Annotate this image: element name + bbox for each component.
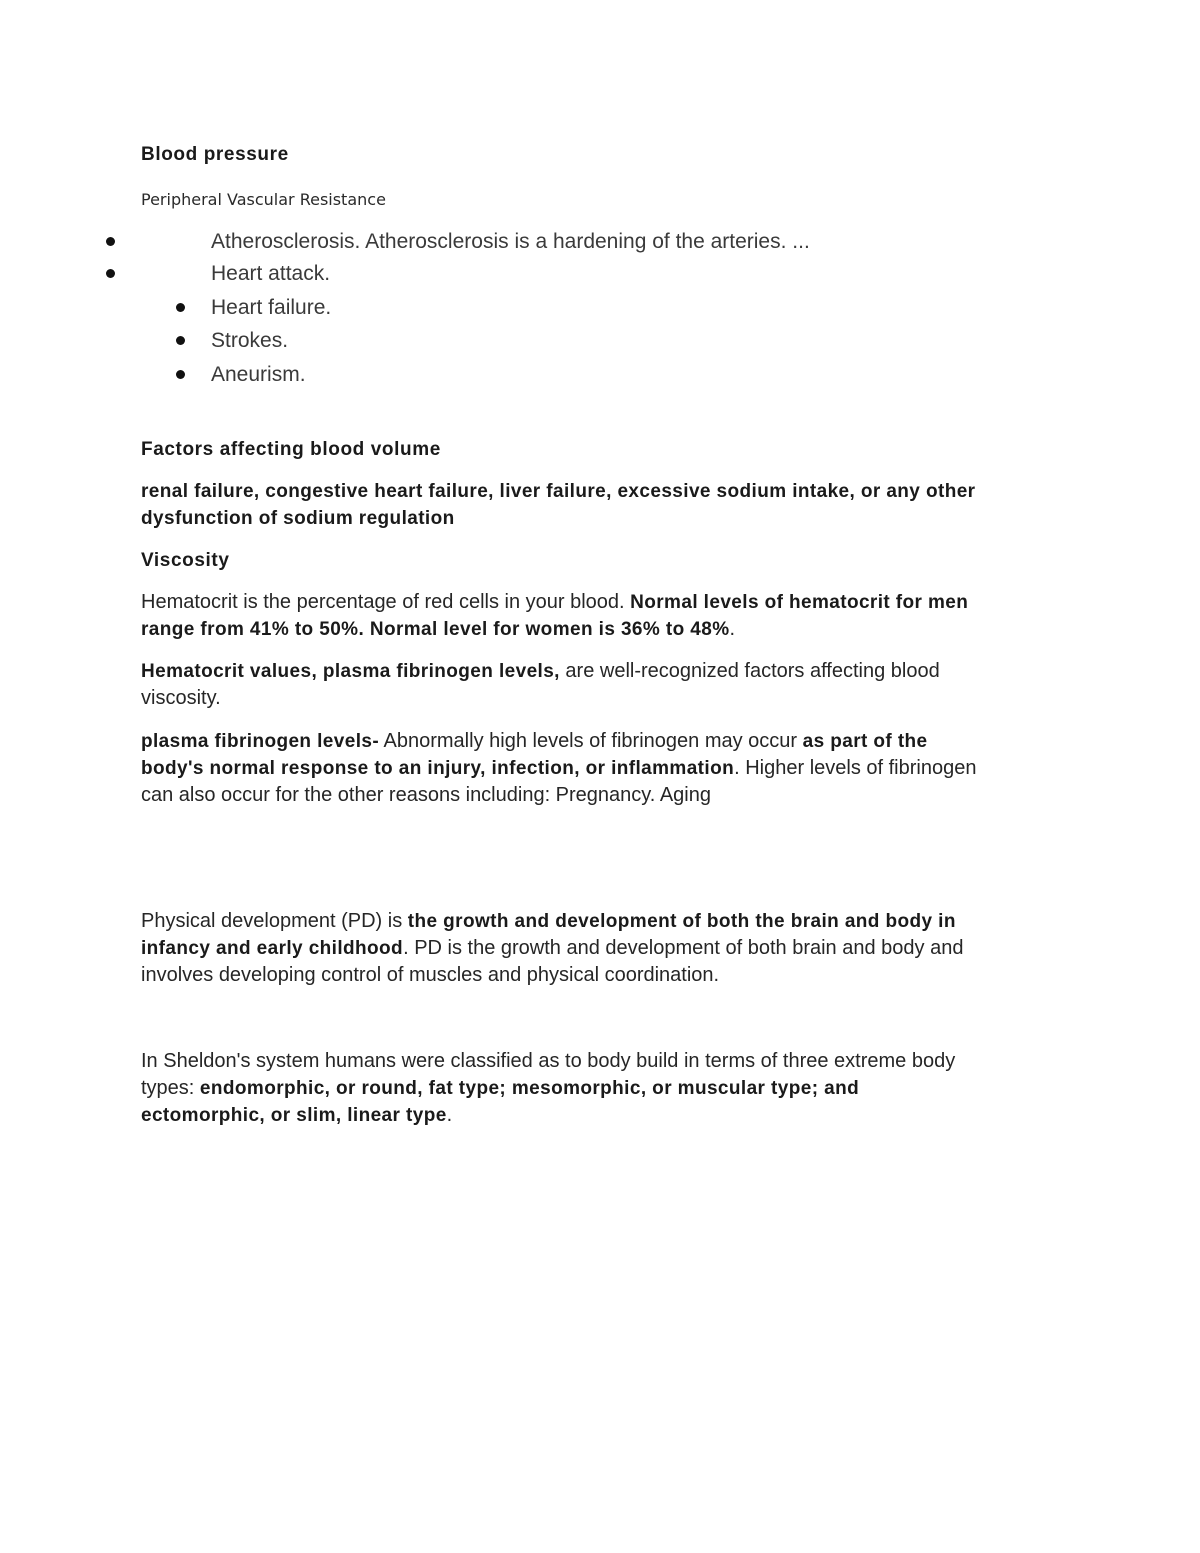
text-run: . — [729, 618, 736, 640]
list-item: Aneurism. — [211, 363, 306, 386]
text-run: Hematocrit is the percentage of red cells in your blood. — [141, 591, 631, 613]
list-item: Atherosclerosis. Atherosclerosis is a hardening of the arteries. ... — [211, 230, 810, 253]
fibrinogen-paragraph-line — [141, 755, 976, 782]
sheldon-paragraph-line — [141, 1048, 955, 1075]
hematocrit-paragraph-line — [141, 616, 735, 643]
bold-run: endomorphic, or round, fat type; mesomorphic, or muscular type; and — [199, 1078, 860, 1099]
bullet-dot-icon — [106, 237, 115, 246]
hematocrit-values-line — [141, 685, 221, 712]
text-run: . Higher levels of fibrinogen — [734, 757, 977, 779]
list-item: Heart failure. — [211, 296, 332, 319]
bold-run: Hematocrit values, plasma fibrinogen levels, — [141, 661, 560, 682]
bullet-dot-icon — [176, 303, 185, 312]
text-run: types: — [141, 1077, 200, 1099]
text-run: viscosity. — [141, 687, 221, 709]
fibrinogen-paragraph-line — [141, 782, 711, 809]
factors-text-line: dysfunction of sodium regulation — [141, 508, 455, 529]
section-heading-viscosity: Viscosity — [141, 550, 230, 571]
bold-run: body's normal response to an injury, infection, or inflammation — [141, 758, 735, 779]
bold-run: as part of the — [802, 731, 928, 752]
text-run: In Sheldon's system humans were classified as to body build in terms of three extreme body — [141, 1050, 956, 1072]
text-run: can also occur for the other reasons including: Pregnancy. Aging — [141, 784, 711, 806]
sheldon-paragraph-line — [141, 1102, 452, 1129]
physical-development-line — [141, 962, 719, 989]
bullet-dot-icon — [106, 269, 115, 278]
bullet-dot-icon — [176, 336, 185, 345]
bullet-dot-icon — [176, 370, 185, 379]
bold-run: ectomorphic, or slim, linear type — [141, 1105, 447, 1126]
bold-run: range from 41% to 50%. Normal level for women is 36% to 48% — [141, 619, 730, 640]
fibrinogen-paragraph-line — [141, 728, 928, 755]
list-item: Heart attack. — [211, 262, 331, 285]
text-run: Abnormally high levels of fibrinogen may occur — [379, 730, 803, 752]
text-run: . PD is the growth and development of both brain and body and — [403, 937, 964, 959]
hematocrit-paragraph-line — [141, 589, 968, 616]
bold-run: infancy and early childhood — [141, 938, 404, 959]
text-run: . — [446, 1104, 453, 1126]
factors-text-line: renal failure, congestive heart failure, liver failure, excessive sodium intake, or any other — [141, 481, 976, 502]
text-run: Physical development (PD) is — [141, 910, 408, 932]
bold-run: plasma fibrinogen levels- — [141, 731, 380, 752]
list-item: Strokes. — [211, 329, 289, 352]
physical-development-line — [141, 908, 956, 935]
text-run: are well-recognized factors affecting blood — [559, 660, 940, 682]
sheldon-paragraph-line — [141, 1075, 859, 1102]
section-heading-factors: Factors affecting blood volume — [141, 439, 441, 460]
text-run: involves developing control of muscles and physical coordination. — [141, 964, 720, 986]
physical-development-line — [141, 935, 963, 962]
page-title: Blood pressure — [141, 144, 289, 165]
bold-run: the growth and development of both the brain and body in — [407, 911, 956, 932]
hematocrit-values-line — [141, 658, 940, 685]
subtitle: Peripheral Vascular Resistance — [141, 190, 386, 209]
bold-run: Normal levels of hematocrit for men — [630, 592, 969, 613]
